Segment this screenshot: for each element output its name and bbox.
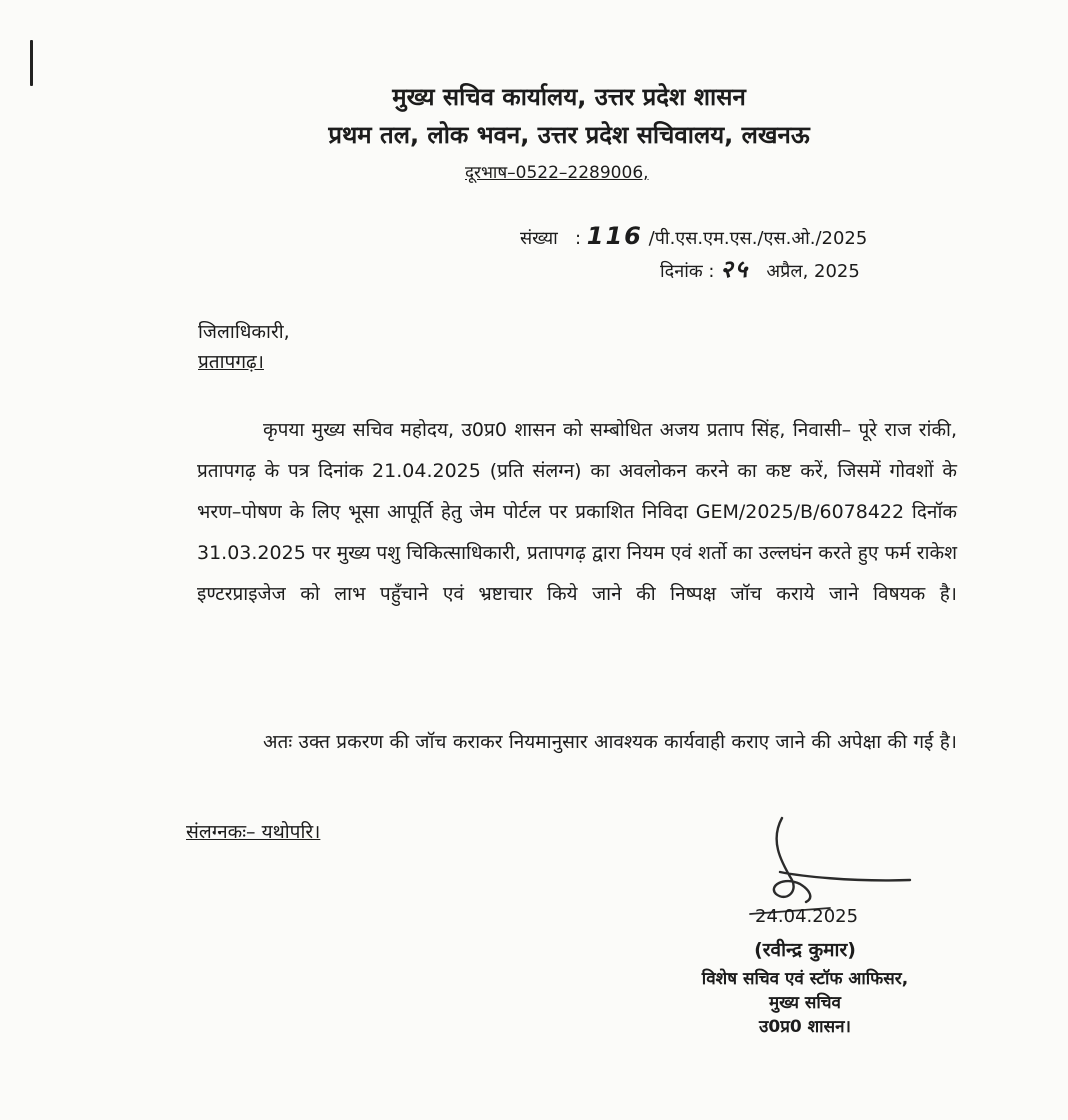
addressee-title: जिलाधिकारी, [198, 321, 290, 343]
signature-date: 24.04.2025 [755, 906, 859, 927]
body-paragraph-1-text: कृपया मुख्य सचिव महोदय, उ0प्र0 शासन को सम्बोधित अजय प्रताप सिंह, निवासी– पूरे राज रांकी, प्रतापगढ़ के पत्र दिनांक 21.04.2025 (प्रति संलग्न) का अवलोकन करने का कष्ट करें, जिसमें गोवशों के भरण–पोषण के लिए भूसा आपूर्ति हेतु जेम पोर्टल पर प्रकाशित निविदा GEM/2025/B/6078422 दिनॉक 31.03.2025 पर मुख्य पशु चिकित्साधिकारी, प्रतापगढ़ द्वारा नियम एवं शर्तो का उल्लघंन करते हुए फर्म राकेश इण्टरप्राइजेज को लाभ पहुँचाने एवं भ्रष्टाचार किये जाने की निष्पक्ष जॉच कराये जाने विषयक है। [197, 419, 957, 605]
office-phone: दूरभाष–0522–2289006, [465, 163, 649, 183]
enclosure-note: संलग्नकः– यथोपरि। [186, 821, 321, 843]
body-paragraph-2-text: अतः उक्त प्रकरण की जॉच कराकर नियमानुसार आवश्यक कार्यवाही कराए जाने की अपेक्षा की गई है। [263, 731, 957, 753]
signatory-office: मुख्य सचिव [768, 993, 842, 1013]
reference-number: संख्या : 116 /पी.एस.एम.एस./एस.ओ./2025 [520, 222, 868, 250]
signatory-name: (रवीन्द्र कुमार) [754, 939, 856, 961]
reference-date-handwritten: २५ [720, 255, 750, 283]
body-paragraph-1 [197, 410, 957, 615]
reference-date-label: दिनांक : [660, 261, 715, 282]
addressee-place: प्रतापगढ़। [198, 351, 264, 373]
reference-number-label: संख्या [520, 228, 558, 249]
handwritten-signature [740, 810, 920, 920]
signatory-designation: विशेष सचिव एवं स्टॉफ आफिसर, [701, 969, 909, 989]
reference-number-handwritten: 116 [586, 222, 643, 250]
office-header: मुख्य सचिव कार्यालय, उत्तर प्रदेश शासन [392, 83, 746, 111]
reference-date-rest: अप्रैल, 2025 [766, 261, 860, 282]
office-address: प्रथम तल, लोक भवन, उत्तर प्रदेश सचिवालय, लखनऊ [328, 121, 810, 149]
body-paragraph-2 [197, 722, 957, 763]
reference-date [660, 252, 860, 285]
reference-number-suffix: /पी.एस.एम.एस./एस.ओ./2025 [648, 228, 868, 249]
signatory-government: उ0प्र0 शासन। [759, 1017, 851, 1037]
